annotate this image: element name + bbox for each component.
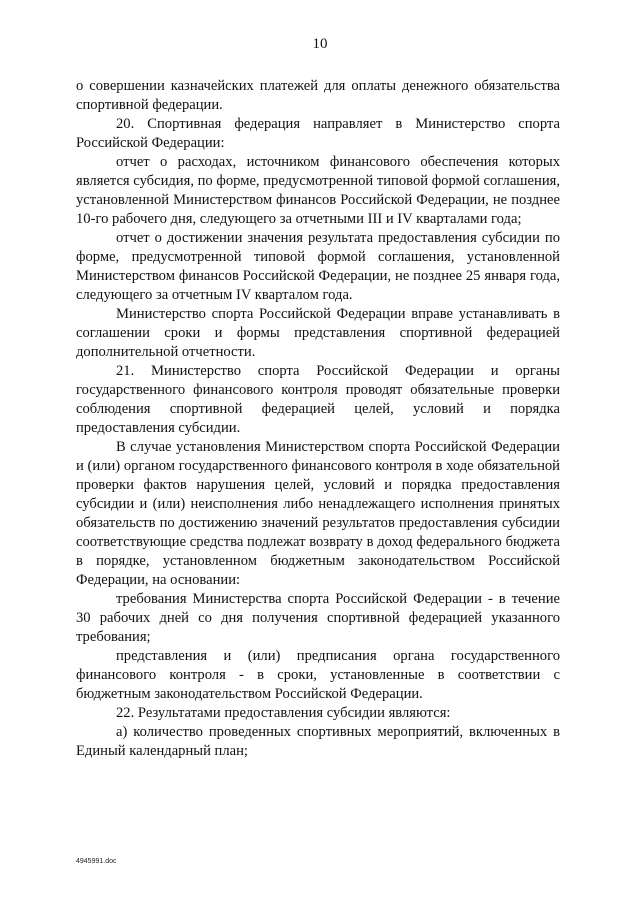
paragraph-item-20: 20. Спортивная федерация направляет в Министерство спорта Российской Федерации:	[76, 116, 560, 151]
paragraph-additional-reporting: Министерство спорта Российской Федерации вправе устанавливать в соглашении сроки и формы представления спортивной федерацией дополнительной отчетности.	[76, 306, 560, 360]
paragraph-continuation: о совершении казначейских платежей для оплаты денежного обязательства спортивной федерации.	[76, 78, 560, 113]
document-file-name: 4945991.doc	[76, 858, 117, 865]
paragraph-result-a: а) количество проведенных спортивных мероприятий, включенных в Единый календарный план;	[76, 724, 560, 759]
paragraph-expense-report: отчет о расходах, источником финансового обеспечения которых является субсидия, по форме, предусмотренной типовой формой соглашения, установленной Министерством финансов Российской Федерации, не позднее 10-го рабочего дня, следующего за отчетными III и IV кварталами года;	[76, 154, 560, 227]
paragraph-ministry-demand: требования Министерства спорта Российской Федерации - в течение 30 рабочих дней со дня получения спортивной федерацией указанного требования;	[76, 591, 560, 645]
page-number: 10	[312, 36, 328, 52]
paragraph-item-22: 22. Результатами предоставления субсидии являются:	[116, 705, 451, 721]
paragraph-control-order: представления и (или) предписания органа государственного финансового контроля - в сроки, установленные в соответствии с бюджетным законодательством Российской Федерации.	[76, 648, 560, 702]
paragraph-item-21: 21. Министерство спорта Российской Федерации и органы государственного финансового контроля проводят обязательные проверки соблюдения спортивной федерацией целей, условий и порядка предоставления субсидии.	[76, 363, 560, 436]
document-body	[76, 77, 560, 761]
paragraph-violation-refund: В случае установления Министерством спорта Российской Федерации и (или) органом государственного финансового контроля в ходе обязательной проверки фактов нарушения целей, условий и порядка предоставления субсидии и (или) неисполнения либо ненадлежащего исполнения принятых обязательств по достижению значений результатов предоставления субсидии соответствующие средства подлежат возврату в доход федерального бюджета в порядке, установленном бюджетным законодательством Российской Федерации, на основании:	[76, 439, 560, 588]
paragraph-result-report: отчет о достижении значения результата предоставления субсидии по форме, предусмотренной типовой формой соглашения, установленной Министерством финансов Российской Федерации, не позднее 25 января года, следующего за отчетным IV кварталом года.	[76, 230, 560, 303]
